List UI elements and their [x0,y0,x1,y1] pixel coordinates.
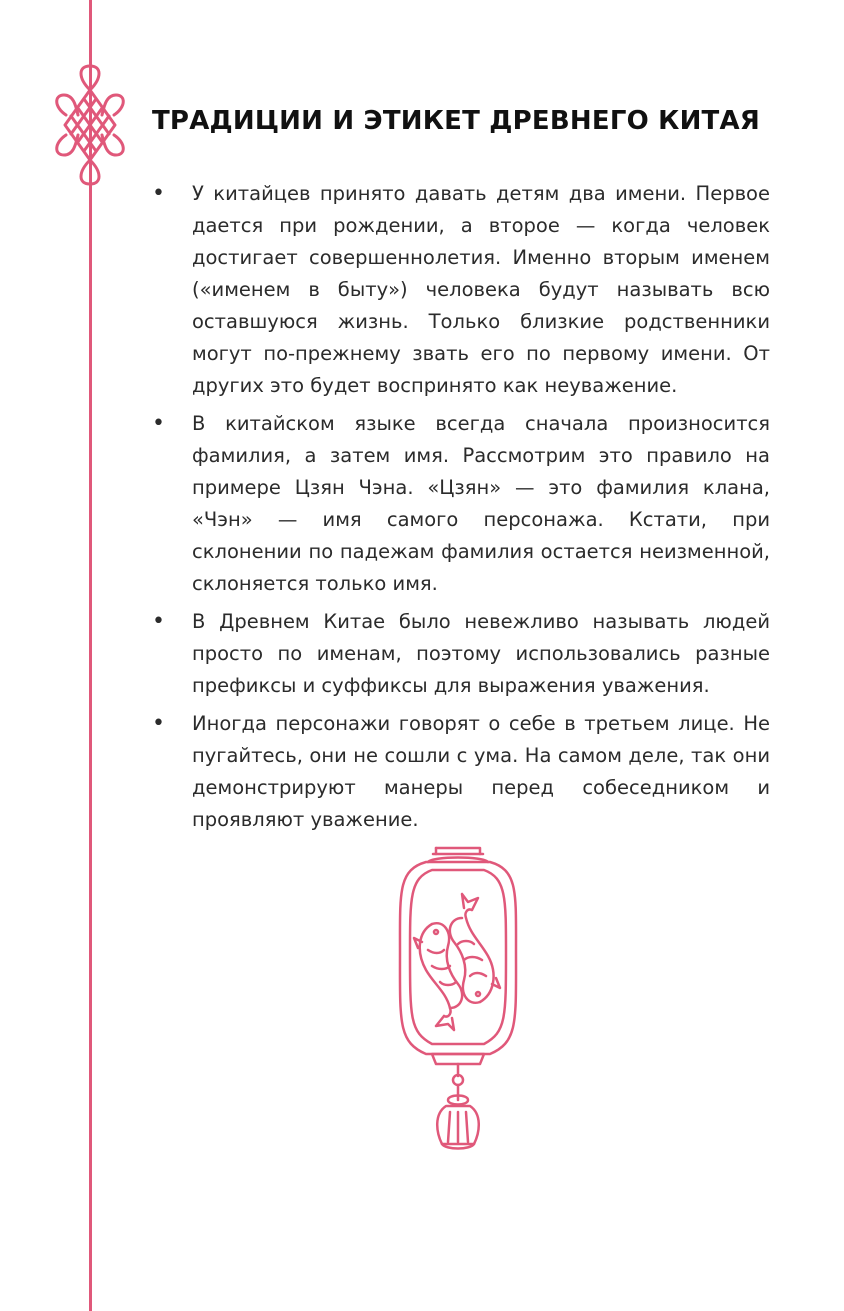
decorative-vertical-line [89,0,92,1311]
list-item-text: У китайцев принято давать детям два имени. Первое дается при рождении, а второе — когда человек достигает совершеннолетия. Именно вторым именем («именем в быту») человека будут называть всю оставшуюся жизнь. Только близкие родственники могут по-прежнему звать его по первому имени. От других это будет воспринято как неуважение. [192,182,770,397]
list-item-text: Иногда персонажи говорят о себе в третьем лице. Не пугайтесь, они не сошли с ума. На самом деле, так они демонстрируют манеры перед собеседником и проявляют уважение. [192,712,770,831]
traditions-list [152,178,770,842]
list-item [152,708,770,836]
endless-knot-icon [50,60,130,190]
list-item [152,606,770,702]
list-item [152,178,770,402]
bullet-icon: • [152,411,165,436]
bullet-icon: • [152,609,165,634]
chinese-lantern-koi-icon [388,832,528,1158]
list-item [152,408,770,600]
bullet-icon: • [152,181,165,206]
list-item-text: В китайском языке всегда сначала произносится фамилия, а затем имя. Рассмотрим это правило на примере Цзян Чэна. «Цзян» — это фамилия клана, «Чэн» — имя самого персонажа. Кстати, при склонении по падежам фамилия остается неизменной, склоняется только имя. [192,412,770,595]
bullet-icon: • [152,711,165,736]
list-item-text: В Древнем Китае было невежливо называть людей просто по именам, поэтому использовались разные префиксы и суффиксы для выражения уважения. [192,610,770,697]
page-title: ТРАДИЦИИ И ЭТИКЕТ ДРЕВНЕГО КИТАЯ [152,106,761,136]
